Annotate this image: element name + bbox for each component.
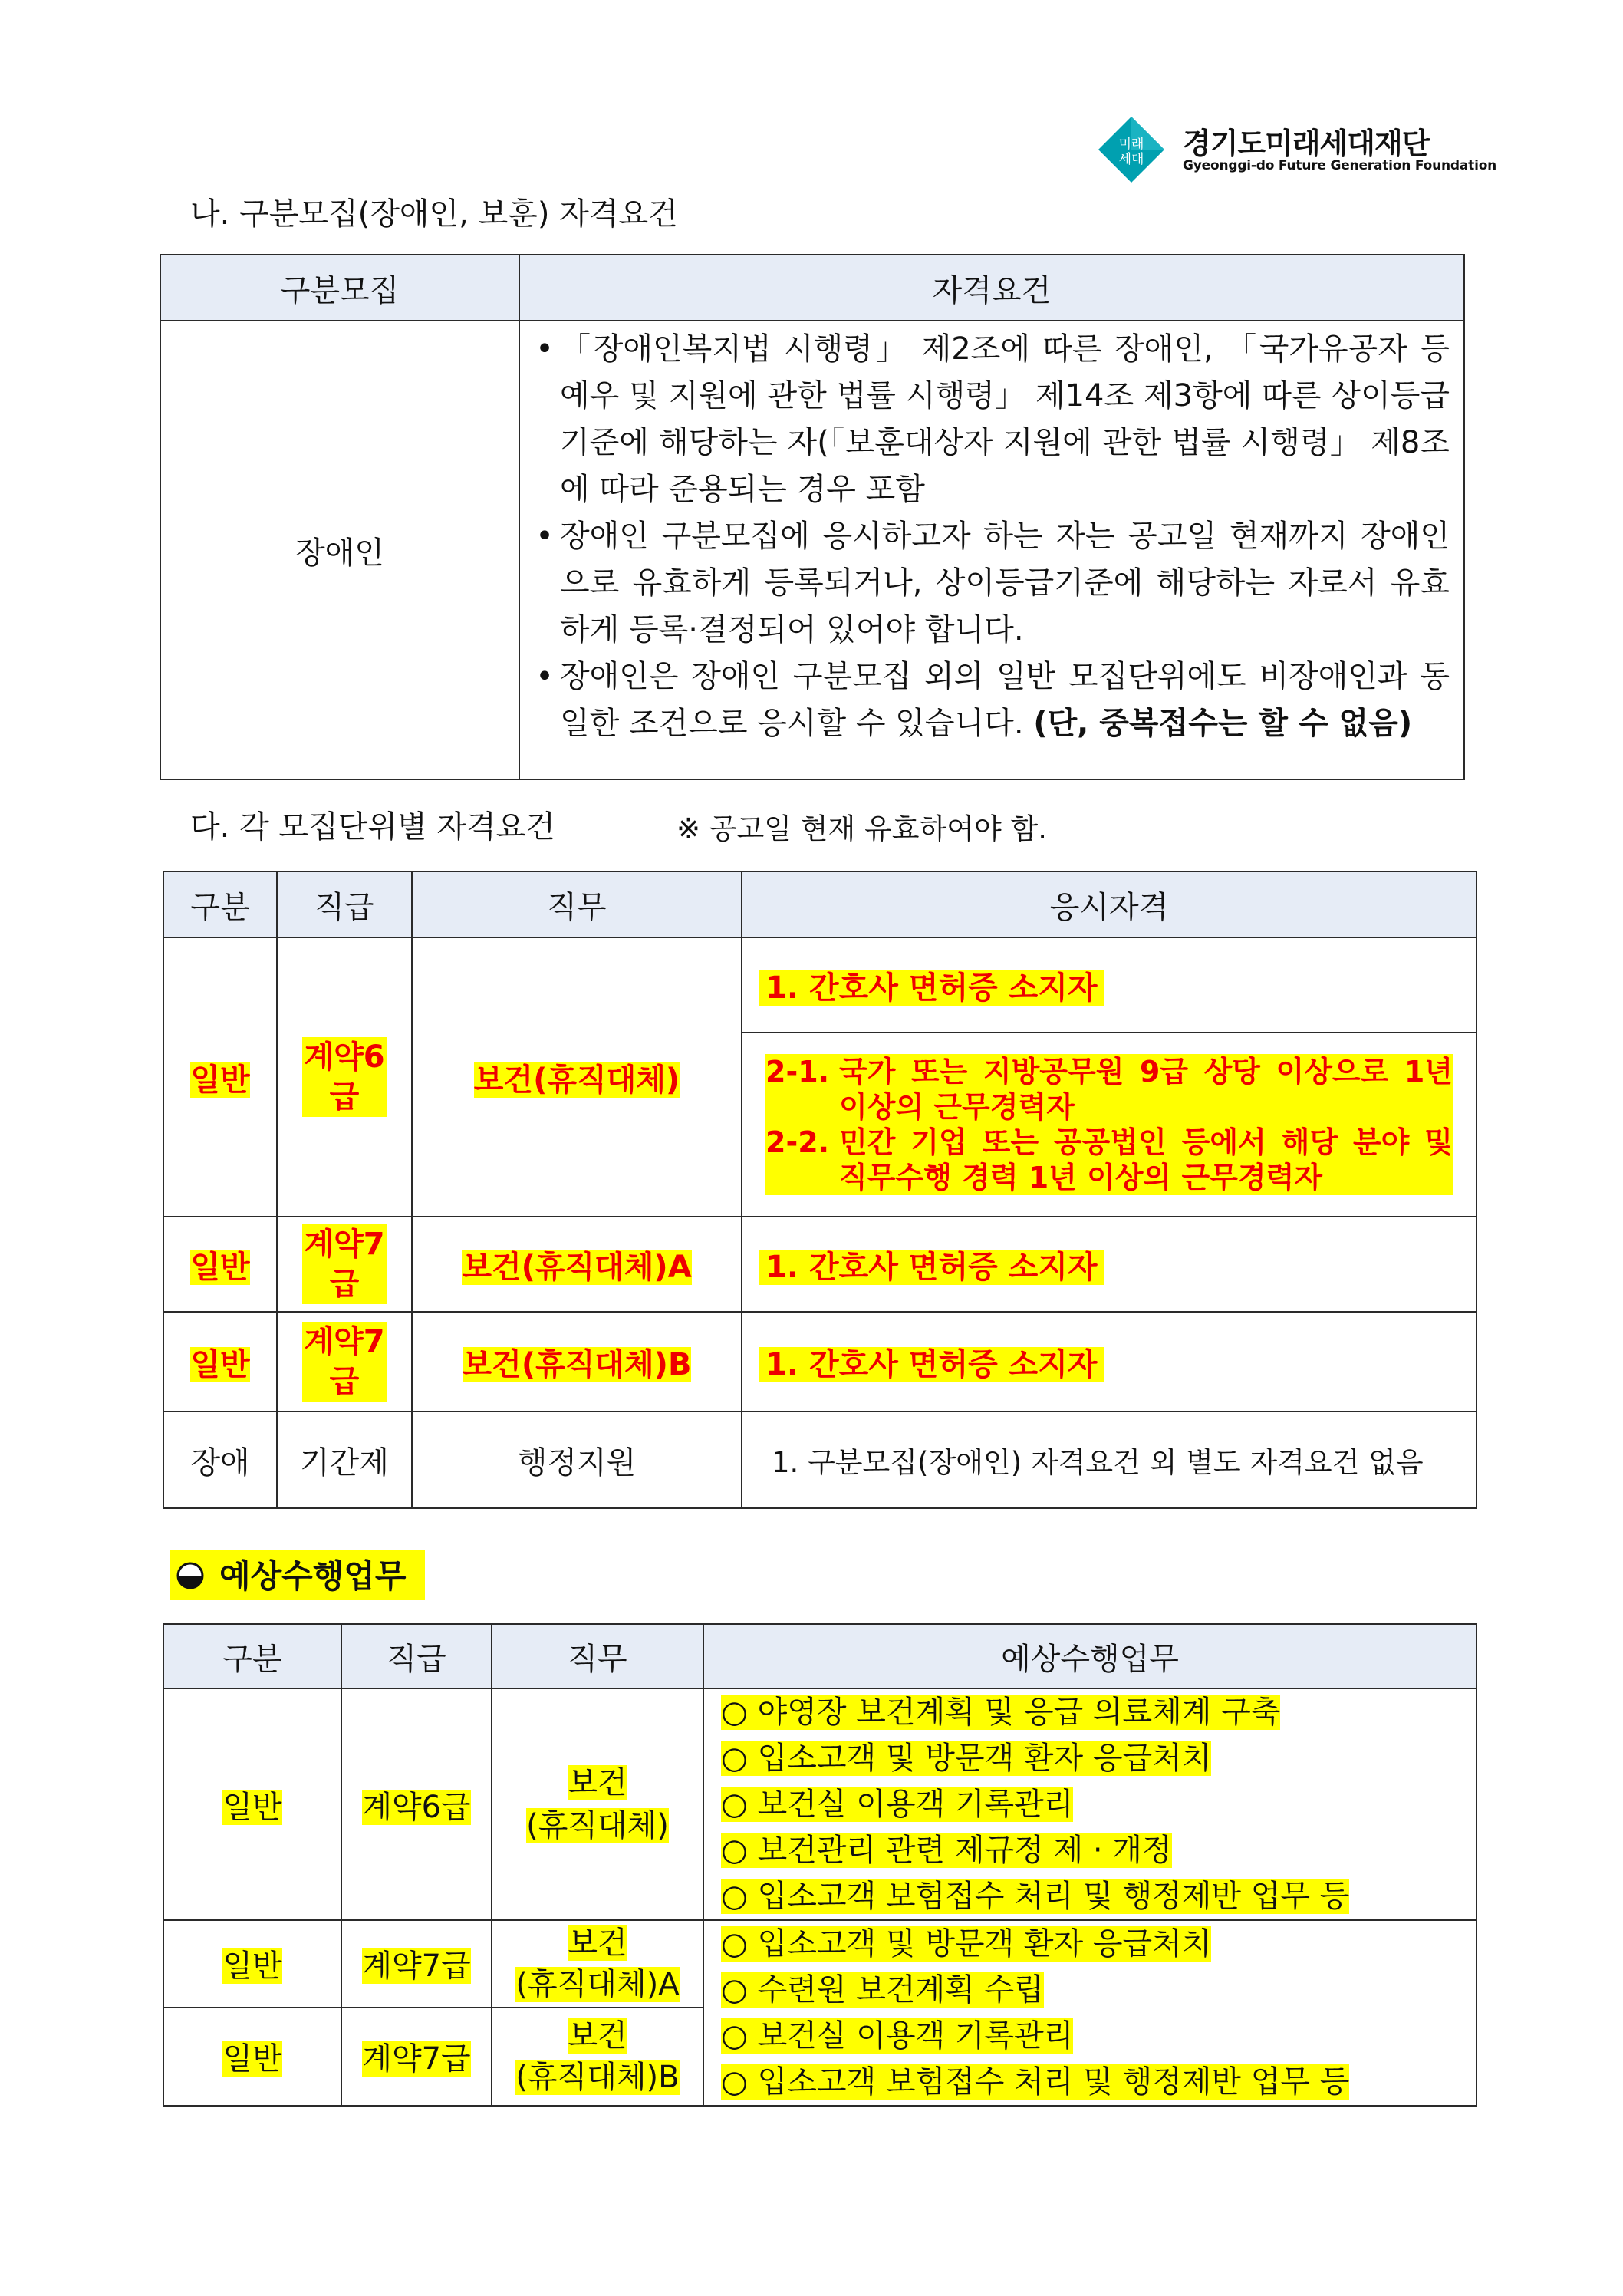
job-cell: 보건 (휴직대체): [492, 1688, 703, 1920]
list-item: ○ 입소고객 및 방문객 환자 응급처치: [721, 1926, 1212, 1962]
qualification-cell: 1. 간호사 면허증 소지자: [742, 937, 1477, 1033]
job-cell: 보건(휴직대체)A: [412, 1217, 742, 1312]
job-cell: 행정지원: [412, 1412, 742, 1508]
grade-cell: 계약7급: [341, 1920, 492, 2008]
table-row: 일반: [163, 1312, 277, 1412]
qualification-cell: 1. 간호사 면허증 소지자: [742, 1312, 1477, 1412]
list-item: ○ 입소고객 보험접수 처리 및 행정제반 업무 등: [721, 1879, 1350, 1914]
requirement-bullet: • 장애인은 장애인 구분모집 외의 일반 모집단위에도 비장애인과 동일한 조건으로 응시할 수 있습니다. (단, 중복접수는 할 수 없음): [535, 659, 1450, 741]
svg-text:미래: 미래: [1118, 137, 1144, 152]
duty-section-title: 예상수행업무: [219, 1557, 407, 1595]
requirement-bullet: • 장애인 구분모집에 응시하고자 하는 자는 공고일 현재까지 장애인으로 유효하게 등록되거나, 상이등급기준에 해당하는 자로서 유효하게 등록·결정되어 있어야 합니다.: [535, 519, 1450, 647]
header-requirements: 자격요건: [519, 255, 1464, 321]
header-job: 직무: [492, 1624, 703, 1688]
requirements-cell: [519, 321, 1464, 779]
job-cell: 보건 (휴직대체)A: [492, 1920, 703, 2008]
svg-text:세대: 세대: [1118, 152, 1144, 167]
job-cell: 보건(휴직대체): [412, 937, 742, 1217]
section-da-note: ※ 공고일 현재 유효하여야 함.: [677, 812, 1047, 845]
grade-cell: 계약7급: [277, 1312, 412, 1412]
header-grade: 직급: [277, 871, 412, 937]
qualification-cell: 1. 구분모집(장애인) 자격요건 외 별도 자격요건 없음: [742, 1412, 1477, 1508]
job-cell: 보건 (휴직대체)B: [492, 2008, 703, 2106]
disability-requirements-table: [160, 254, 1465, 780]
list-item: ○ 야영장 보건계획 및 응급 의료체계 구축: [721, 1695, 1281, 1730]
section-na-title: 나. 구분모집(장애인, 보훈) 자격요건: [190, 196, 678, 232]
list-item: ○ 수련원 보건계획 수립: [721, 1972, 1044, 2008]
header-duties: 예상수행업무: [703, 1624, 1477, 1688]
logo-name-en: Gyeonggi-do Future Generation Foundation: [1183, 158, 1497, 173]
qualification-cell: 1. 간호사 면허증 소지자: [742, 1217, 1477, 1312]
job-cell: 보건(휴직대체)B: [412, 1312, 742, 1412]
unit-requirements-table: [163, 871, 1477, 1509]
table-row: 일반: [163, 1920, 341, 2008]
requirement-bullet: • 「장애인복지법 시행령」 제2조에 따른 장애인, 「국가유공자 등 예우 및 지원에 관한 법률 시행령」 제14조 제3항에 따른 상이등급기준에 해당하는 자(「보훈대상자 지원에 관한 법률 시행령」 제8조에 따라 준용되는 경우 포함: [535, 331, 1450, 507]
list-item: ○ 보건관리 관련 제규정 제 · 개정: [721, 1833, 1172, 1868]
foundation-logo-mark: [1097, 115, 1166, 184]
section-da-title: 다. 각 모집단위별 자격요건: [190, 809, 555, 845]
header-qualification: 응시자격: [742, 871, 1477, 937]
table-row: 일반: [163, 1688, 341, 1920]
header-type: 구분: [163, 1624, 341, 1688]
row-label-disabled: 장애인: [160, 321, 519, 779]
duplicate-note: (단, 중복접수는 할 수 없음): [1033, 706, 1413, 741]
duties-cell: [703, 1920, 1477, 2106]
header-type: 구분: [163, 871, 277, 937]
grade-cell: 기간제: [277, 1412, 412, 1508]
table-row: 일반: [163, 2008, 341, 2106]
table-row: 장애: [163, 1412, 277, 1508]
grade-cell: 계약6급: [341, 1688, 492, 1920]
list-item: ○ 입소고객 보험접수 처리 및 행정제반 업무 등: [721, 2064, 1350, 2100]
list-item: ○ 보건실 이용객 기록관리: [721, 2018, 1074, 2054]
header-category: 구분모집: [160, 255, 519, 321]
expected-duties-table: [163, 1623, 1477, 2107]
header-job: 직무: [412, 871, 742, 937]
table-row: 일반: [163, 937, 277, 1217]
header-grade: 직급: [341, 1624, 492, 1688]
requirement-text: 장애인은 장애인 구분모집 외의 일반 모집단위에도 비장애인과 동일한 조건으로 응시할 수 있습니다.: [560, 659, 1450, 741]
grade-cell: 계약7급: [277, 1217, 412, 1312]
duties-cell: [703, 1688, 1477, 1920]
list-item: ○ 입소고객 및 방문객 환자 응급처치: [721, 1741, 1212, 1776]
circle-bullet-icon: [175, 1560, 206, 1591]
table-row: 일반: [163, 1217, 277, 1312]
grade-cell: 계약7급: [341, 2008, 492, 2106]
foundation-logo: [1097, 115, 1496, 184]
grade-cell: 계약6급: [277, 937, 412, 1217]
logo-name-ko: 경기도미래세대재단: [1183, 127, 1430, 160]
list-item: ○ 보건실 이용객 기록관리: [721, 1787, 1074, 1822]
qualification-cell: 2-1. 국가 또는 지방공무원 9급 상당 이상으로 1년 이상의 근무경력자 2-2. 민간 기업 또는 공공법인 등에서 해당 분야 및 직무수행 경력 1년 이상의 근무경력자: [742, 1033, 1477, 1217]
